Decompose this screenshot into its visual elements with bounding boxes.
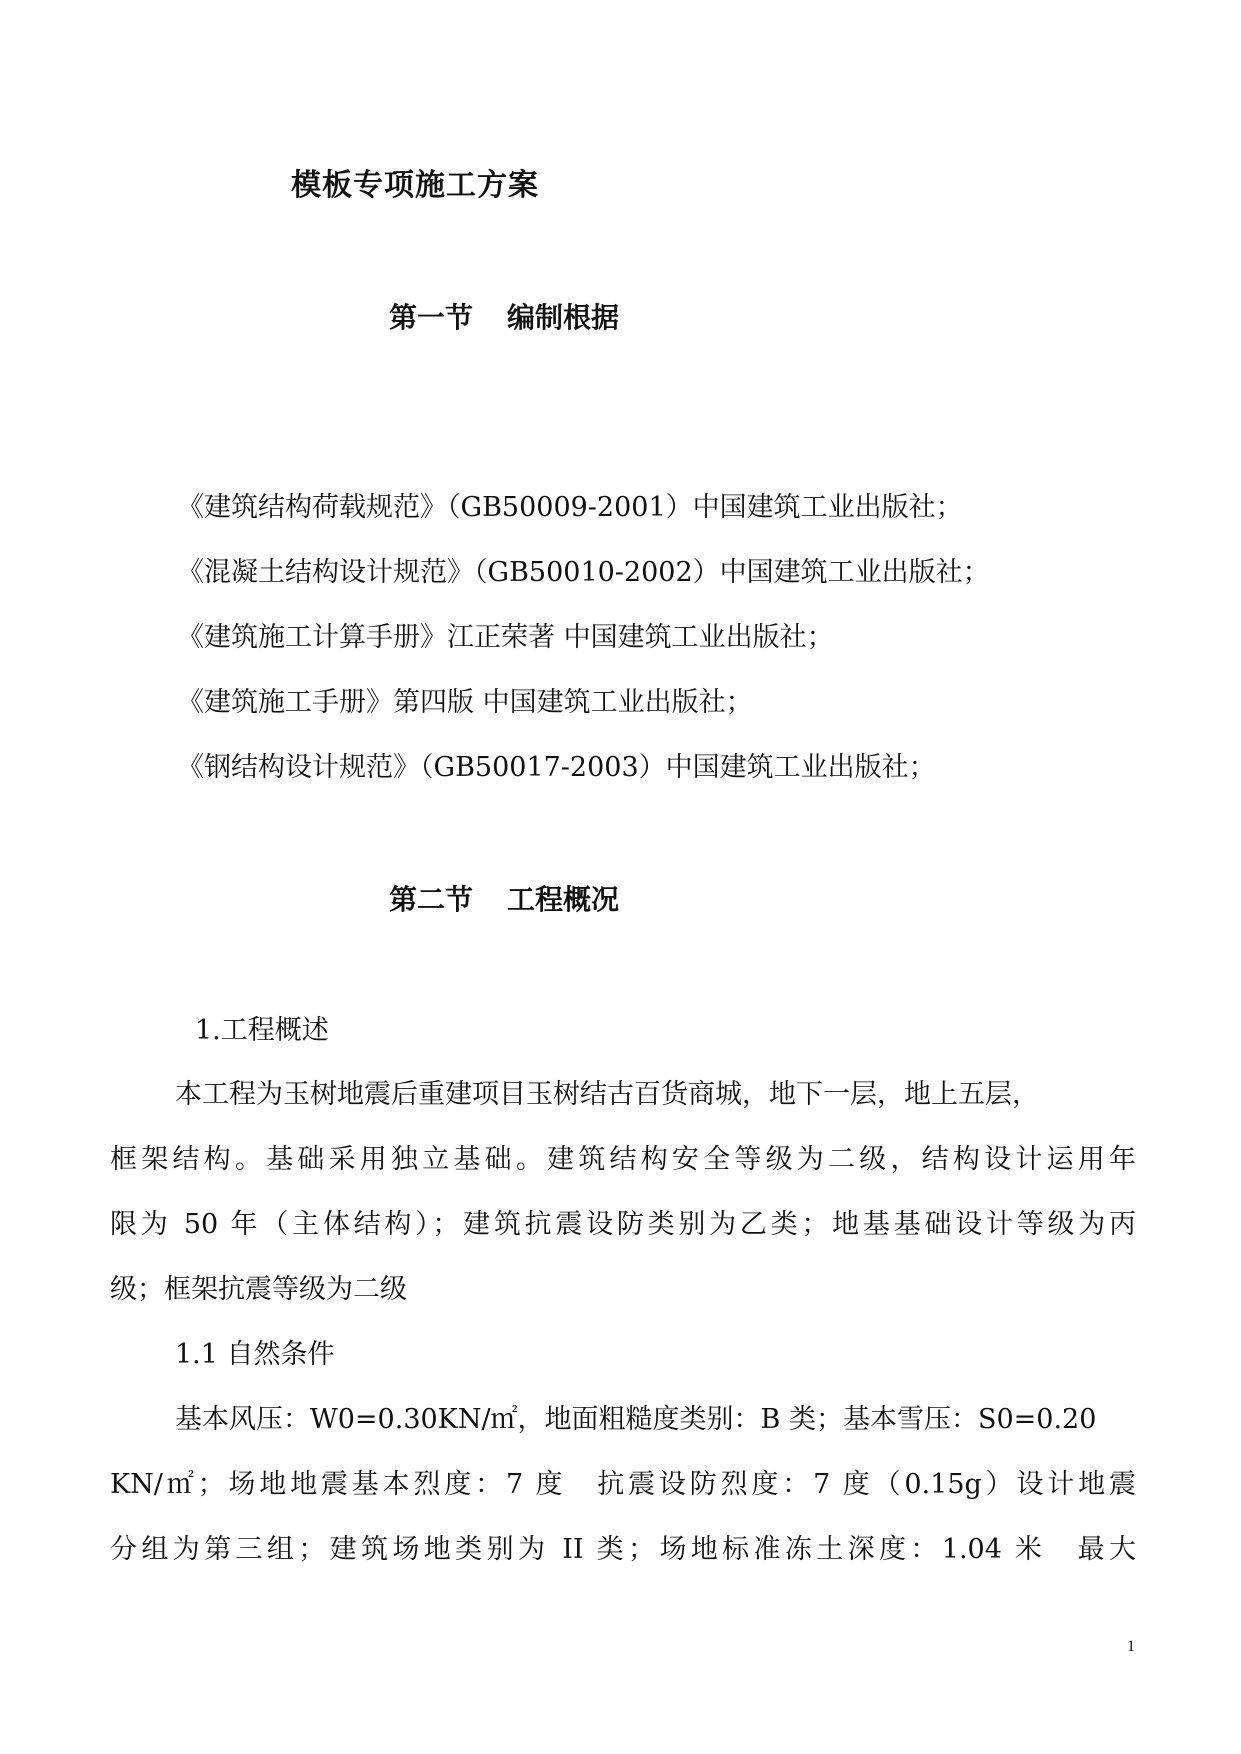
subsection-heading: 1.1 自然条件 xyxy=(175,1339,335,1370)
section-title: 工程概况 xyxy=(507,883,620,916)
reference-item: 《建筑施工计算手册》江正荣著 中国建筑工业出版社； xyxy=(177,622,834,653)
page-number: 1 xyxy=(1127,1638,1135,1655)
section-heading-2 xyxy=(389,878,619,918)
reference-item: 《建筑结构荷载规范》（GB50009-2001）中国建筑工业出版社； xyxy=(177,492,963,523)
paragraph-line: 分组为第三组；建筑场地类别为 II 类；场地标准冻土深度：1.04 米 最大 xyxy=(110,1534,1136,1565)
document-title: 模板专项施工方案 xyxy=(291,168,539,203)
paragraph-line: 框架结构。基础采用独立基础。建筑结构安全等级为二级，结构设计运用年 xyxy=(110,1144,1136,1175)
paragraph-line: KN/㎡；场地地震基本烈度：7 度 抗震设防烈度：7 度（0.15g）设计地震 xyxy=(110,1469,1136,1500)
reference-list xyxy=(177,490,990,815)
paragraph-line: 限为 50 年（主体结构）；建筑抗震设防类别为乙类；地基基础设计等级为丙 xyxy=(110,1209,1136,1240)
section-number: 第一节 xyxy=(389,301,474,334)
section-title: 编制根据 xyxy=(507,301,620,334)
paragraph-line: 本工程为玉树地震后重建项目玉树结古百货商城，地下一层，地上五层， xyxy=(175,1079,1039,1110)
section-number: 第二节 xyxy=(389,883,474,916)
paragraph-line: 级；框架抗震等级为二级 xyxy=(110,1274,407,1305)
section-heading-1 xyxy=(389,296,619,336)
reference-item: 《混凝土结构设计规范》（GB50010-2002）中国建筑工业出版社； xyxy=(177,557,990,588)
reference-item: 《建筑施工手册》第四版 中国建筑工业出版社； xyxy=(177,687,753,718)
subsection-heading: 1.工程概述 xyxy=(195,1015,329,1046)
reference-item: 《钢结构设计规范》（GB50017-2003）中国建筑工业出版社； xyxy=(177,752,936,783)
paragraph-line: 基本风压：W0=0.30KN/㎡，地面粗糙度类别：B 类；基本雪压：S0=0.20 xyxy=(175,1404,1097,1435)
